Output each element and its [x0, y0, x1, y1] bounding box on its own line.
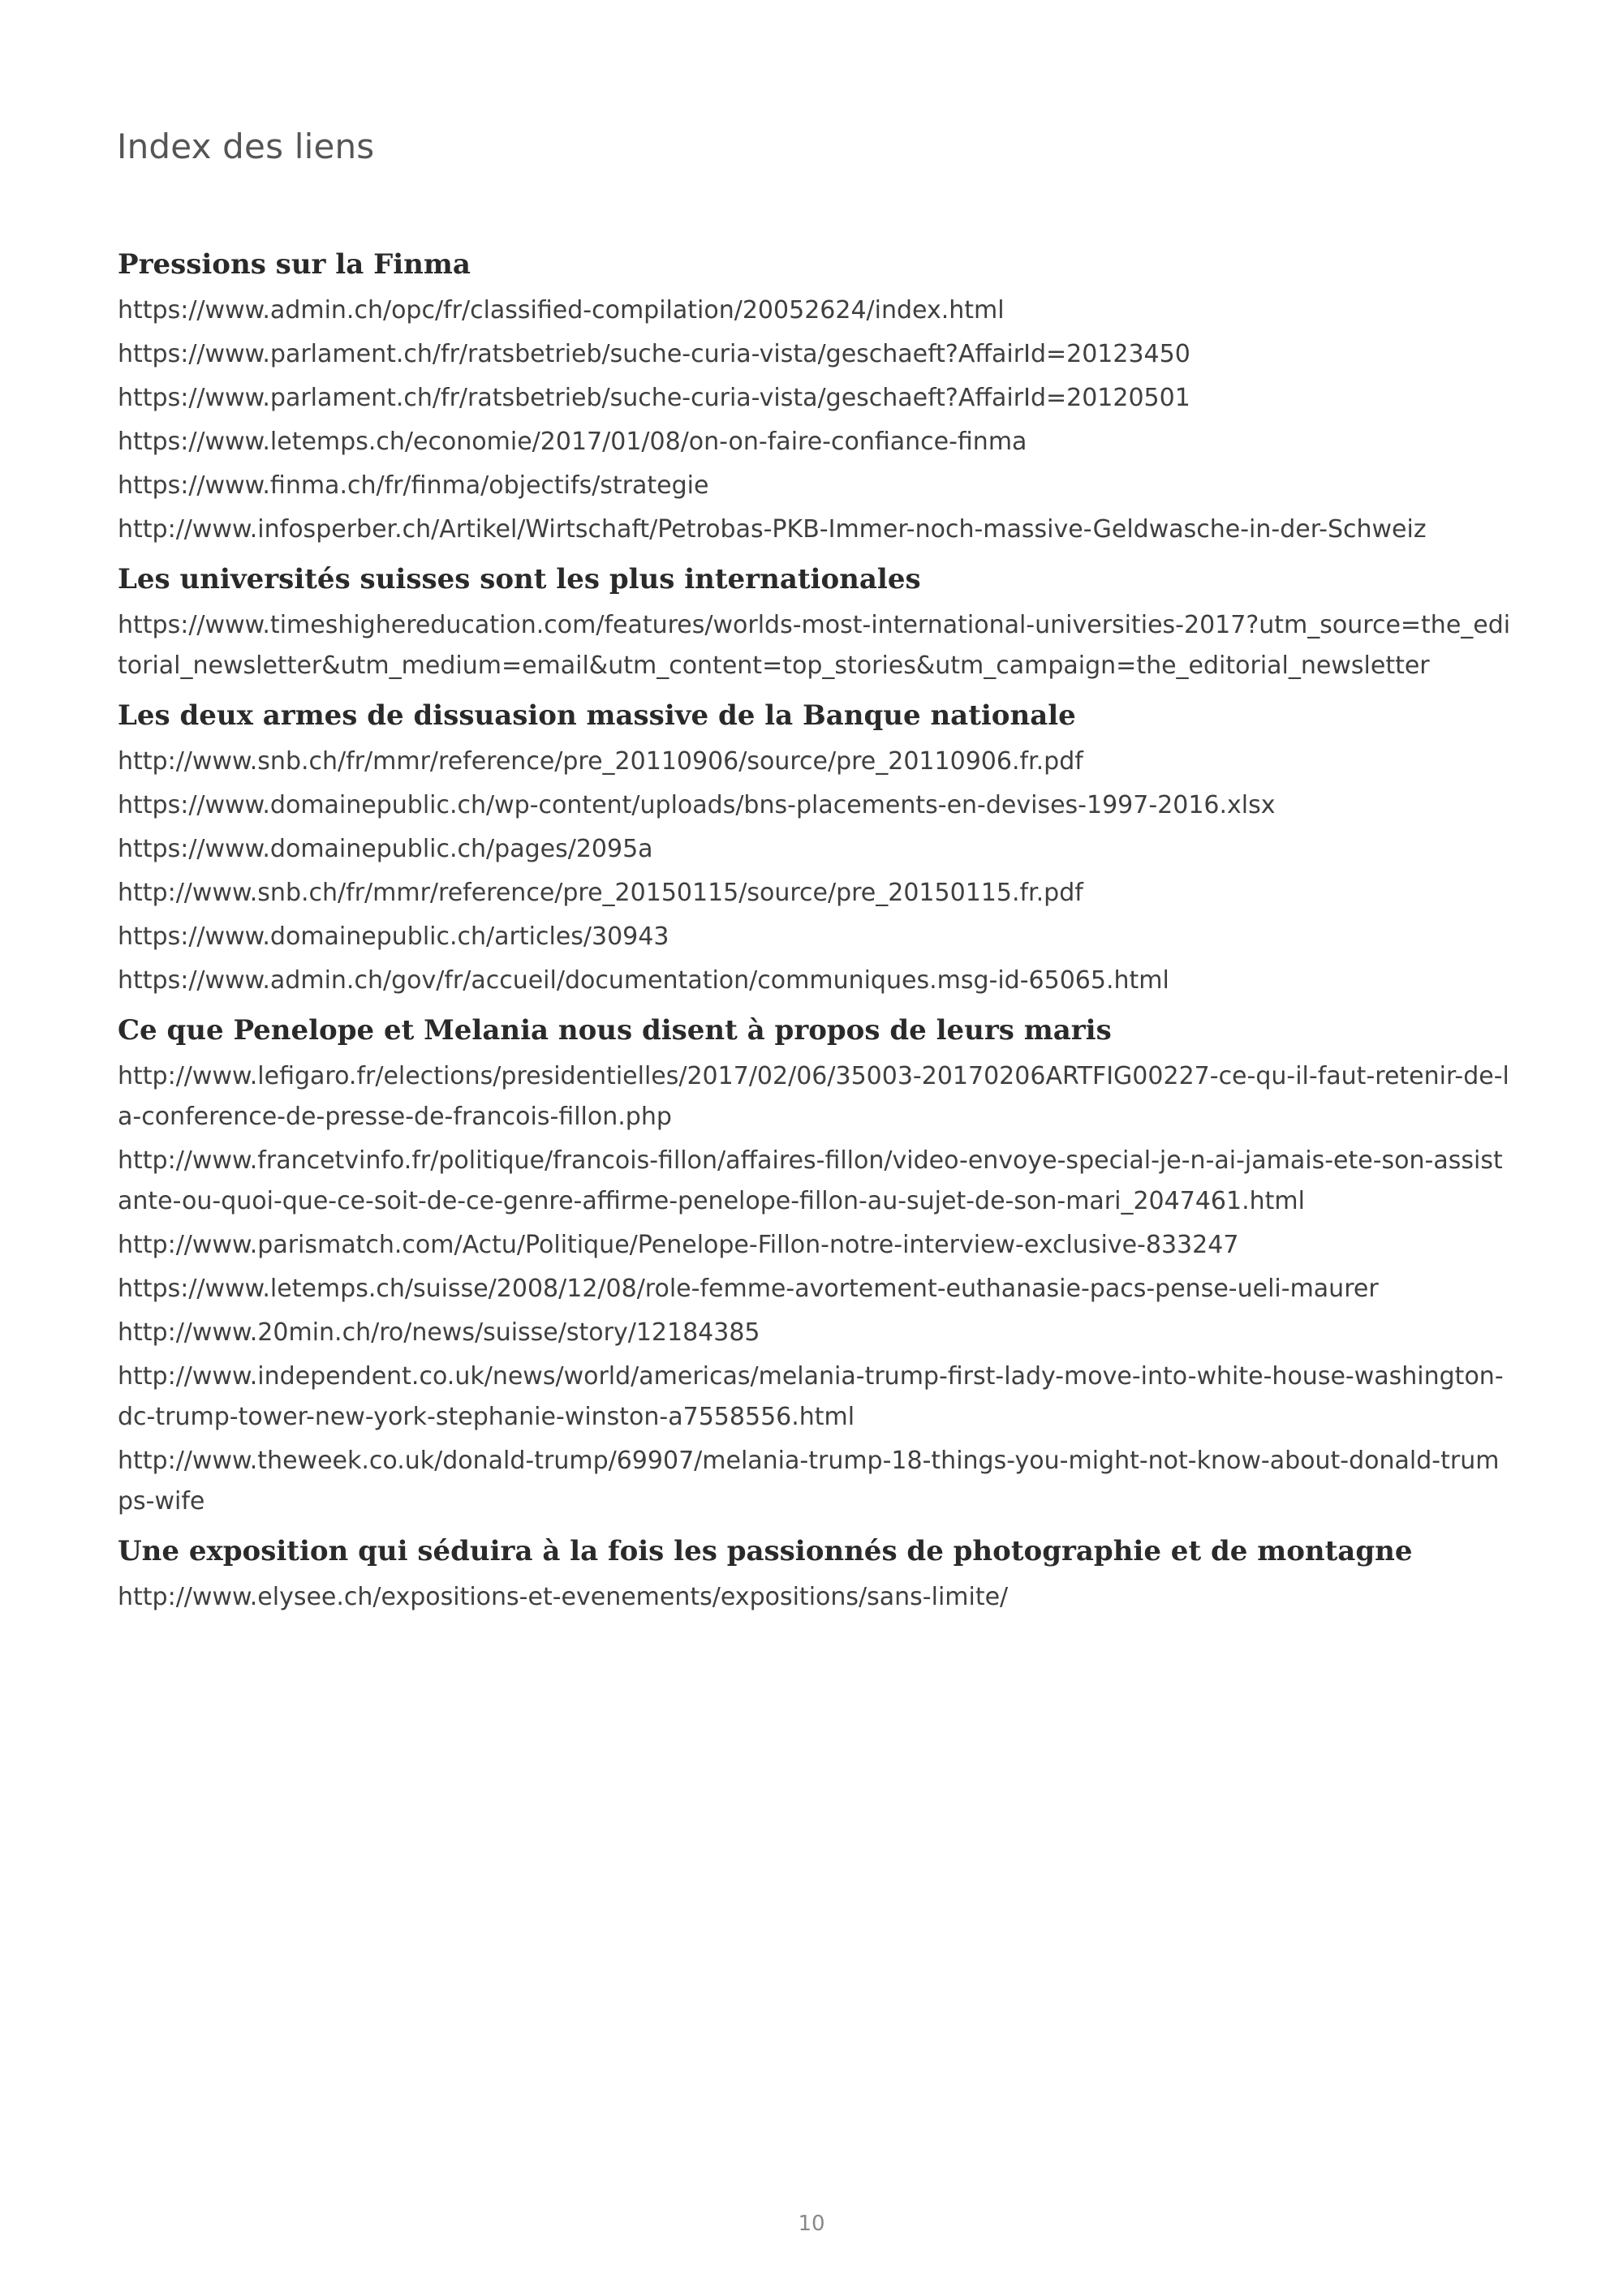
page-title: Index des liens [117, 127, 375, 166]
link-item[interactable]: http://www.snb.ch/fr/mmr/reference/pre_20110906/source/pre_20110906.fr.pdf [118, 747, 1083, 776]
link-list [118, 290, 1513, 550]
section-universites-suisses [118, 561, 1513, 686]
section-exposition-photographie [118, 1533, 1513, 1618]
link-item[interactable]: http://www.francetvinfo.fr/politique/francois-fillon/affaires-fillon/video-envoye-special-je-n-ai-jamais-ete-son-assistante-ou-quoi-que-ce-soit-de-ce-genre-affirme-penelope-fillon-au-sujet-de-son-mari_2047461.html [118, 1146, 1503, 1215]
link-item[interactable]: https://www.domainepublic.ch/wp-content/uploads/bns-placements-en-devises-1997-2016.xlsx [118, 791, 1276, 819]
section-heading: Ce que Penelope et Melania nous disent à propos de leurs maris [118, 1014, 1112, 1047]
link-list [118, 1056, 1513, 1522]
link-item[interactable]: https://www.admin.ch/opc/fr/classified-compilation/20052624/index.html [118, 296, 1005, 325]
link-list [118, 1577, 1513, 1618]
section-heading: Une exposition qui séduira à la fois les passionnés de photographie et de montagne [118, 1535, 1413, 1567]
link-item[interactable]: https://www.admin.ch/gov/fr/accueil/documentation/communiques.msg-id-65065.html [118, 966, 1169, 995]
link-item[interactable]: http://www.lefigaro.fr/elections/presidentielles/2017/02/06/35003-20170206ARTFIG00227-ce-qu-il-faut-retenir-de-la-conference-de-presse-de-francois-fillon.php [118, 1062, 1509, 1131]
link-item[interactable]: https://www.letemps.ch/suisse/2008/12/08/role-femme-avortement-euthanasie-pacs-pense-ueli-maurer [118, 1275, 1379, 1303]
link-index [118, 247, 1513, 1629]
section-pressions-finma [118, 247, 1513, 550]
link-item[interactable]: https://www.parlament.ch/fr/ratsbetrieb/suche-curia-vista/geschaeft?AffairId=20123450 [118, 340, 1190, 368]
page-number: 10 [798, 2212, 825, 2236]
link-item[interactable]: http://www.20min.ch/ro/news/suisse/story/12184385 [118, 1318, 760, 1347]
section-penelope-melania [118, 1013, 1513, 1522]
section-heading: Pressions sur la Finma [118, 248, 471, 281]
link-item[interactable]: http://www.parismatch.com/Actu/Politique/Penelope-Fillon-notre-interview-exclusive-833247 [118, 1231, 1239, 1259]
link-item[interactable]: https://www.letemps.ch/economie/2017/01/08/on-on-faire-confiance-finma [118, 428, 1027, 456]
link-item[interactable]: https://www.finma.ch/fr/finma/objectifs/strategie [118, 471, 709, 500]
link-item[interactable]: http://www.snb.ch/fr/mmr/reference/pre_20150115/source/pre_20150115.fr.pdf [118, 879, 1083, 907]
link-item[interactable]: https://www.parlament.ch/fr/ratsbetrieb/suche-curia-vista/geschaeft?AffairId=20120501 [118, 384, 1190, 412]
link-list [118, 742, 1513, 1001]
link-item[interactable]: https://www.domainepublic.ch/pages/2095a [118, 835, 653, 863]
section-banque-nationale [118, 698, 1513, 1001]
link-item[interactable]: http://www.elysee.ch/expositions-et-evenements/expositions/sans-limite/ [118, 1583, 1009, 1611]
section-heading: Les universités suisses sont les plus internationales [118, 563, 921, 595]
link-item[interactable]: http://www.infosperber.ch/Artikel/Wirtschaft/Petrobas-PKB-Immer-noch-massive-Geldwasche-in-der-Schweiz [118, 515, 1427, 544]
link-list [118, 605, 1513, 686]
link-item[interactable]: http://www.theweek.co.uk/donald-trump/69907/melania-trump-18-things-you-might-not-know-about-donald-trumps-wife [118, 1447, 1500, 1516]
section-heading: Les deux armes de dissuasion massive de la Banque nationale [118, 699, 1076, 732]
link-item[interactable]: http://www.independent.co.uk/news/world/americas/melania-trump-first-lady-move-into-white-house-washington-dc-trump-tower-new-york-stephanie-winston-a7558556.html [118, 1362, 1504, 1431]
link-item[interactable]: https://www.domainepublic.ch/articles/30943 [118, 922, 669, 951]
link-item[interactable]: https://www.timeshighereducation.com/features/worlds-most-international-universities-2017?utm_source=the_editorial_newsletter&utm_medium=email&utm_content=top_stories&utm_campaign=the_editorial_newsletter [118, 611, 1511, 680]
